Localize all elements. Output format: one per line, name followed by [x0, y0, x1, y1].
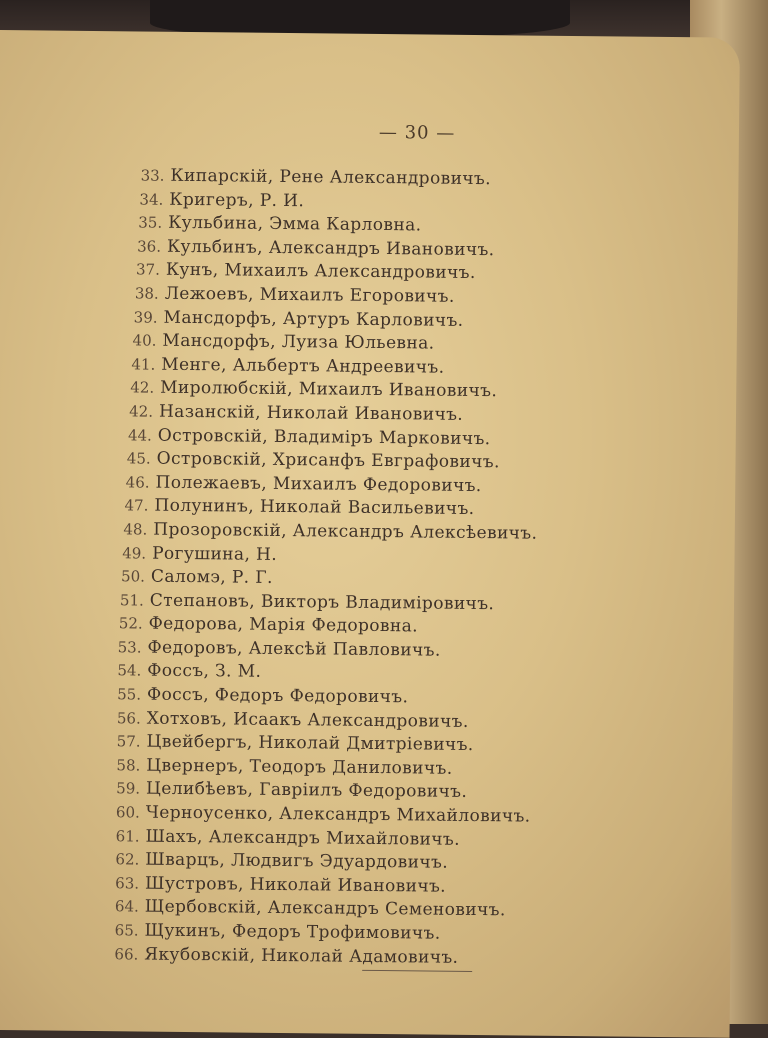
- entry-number: 48.: [123, 520, 148, 539]
- entry-number: 41.: [131, 355, 156, 374]
- entry-name: Саломэ, Р. Г.: [150, 566, 273, 588]
- entry-number: 35.: [138, 213, 163, 232]
- entry-number: 42.: [130, 378, 155, 397]
- entry-name: Полежаевъ, Михаилъ Федоровичъ.: [155, 472, 482, 496]
- entry-number: 46.: [125, 473, 150, 492]
- list-item: [86, 942, 686, 972]
- entry-number: 63.: [115, 874, 140, 893]
- closing-rule: [362, 970, 472, 972]
- entry-name: Степановъ, Викторъ Владиміровичъ.: [149, 590, 495, 614]
- entry-name: Щукинъ, Федоръ Трофимовичъ.: [144, 920, 441, 944]
- entry-name: Якубовскій, Николай Адамовичъ.: [144, 944, 459, 968]
- entry-name: Кульбинъ, Александръ Ивановичъ.: [166, 236, 495, 260]
- entry-number: 59.: [116, 779, 141, 798]
- entry-number: 38.: [134, 284, 159, 303]
- entry-name: Целибѣевъ, Гавріилъ Федоровичъ.: [145, 779, 468, 803]
- entry-number: 50.: [121, 567, 146, 586]
- entry-name: Щербовскій, Александръ Семеновичъ.: [144, 896, 506, 921]
- entry-number: 47.: [124, 496, 149, 515]
- book-page: [0, 30, 740, 1038]
- entry-number: 45.: [126, 449, 151, 468]
- entry-name: Фоссъ, З. М.: [147, 661, 262, 683]
- entry-name: Островскій, Владиміръ Марковичъ.: [157, 425, 491, 449]
- entry-name: Мансдорфъ, Луиза Юльевна.: [162, 330, 435, 354]
- entry-name: Прозоровскій, Александръ Алексѣевичъ.: [153, 519, 538, 544]
- entry-name: Черноусенко, Александръ Михайловичъ.: [145, 802, 531, 827]
- entry-number: 34.: [139, 190, 164, 209]
- name-list: [86, 163, 694, 971]
- entry-number: 52.: [118, 614, 143, 633]
- entry-number: 62.: [115, 850, 140, 869]
- entry-name: Шустровъ, Николай Ивановичъ.: [144, 873, 447, 897]
- entry-number: 42.: [129, 402, 154, 421]
- entry-number: 55.: [117, 685, 142, 704]
- entry-name: Островскій, Хрисанфъ Евграфовичъ.: [156, 448, 500, 473]
- entry-name: Кипарскій, Рене Александровичъ.: [170, 165, 492, 190]
- entry-name: Фоссъ, Федоръ Федоровичъ.: [146, 684, 409, 708]
- page-number: — 30 —: [378, 121, 456, 144]
- entry-name: Шварцъ, Людвигъ Эдуардовичъ.: [145, 849, 449, 873]
- entry-name: Цвернеръ, Теодоръ Даниловичъ.: [146, 755, 453, 779]
- entry-name: Федорова, Марія Федоровна.: [148, 613, 419, 637]
- entry-number: 54.: [117, 661, 142, 680]
- entry-name: Кунъ, Михаилъ Александровичъ.: [165, 260, 476, 284]
- entry-number: 57.: [116, 732, 141, 751]
- entry-number: 56.: [116, 708, 141, 728]
- entry-number: 36.: [137, 237, 162, 256]
- entry-name: Менге, Альбертъ Андреевичъ.: [161, 354, 445, 378]
- entry-number: 64.: [114, 897, 139, 916]
- entry-number: 60.: [115, 803, 140, 822]
- entry-number: 66.: [114, 944, 139, 964]
- entry-number: 65.: [114, 921, 139, 940]
- entry-number: 51.: [119, 590, 144, 610]
- entry-number: 61.: [115, 826, 140, 846]
- entry-name: Хотховъ, Исаакъ Александровичъ.: [146, 708, 469, 732]
- entry-name: Рогушина, Н.: [152, 543, 278, 565]
- entry-number: 44.: [127, 425, 152, 445]
- entry-name: Шахъ, Александръ Михайловичъ.: [145, 826, 461, 850]
- entry-number: 53.: [117, 638, 142, 657]
- entry-number: 58.: [116, 756, 141, 775]
- entry-number: 37.: [135, 260, 160, 280]
- entry-name: Назанскій, Николай Ивановичъ.: [158, 401, 464, 425]
- entry-name: Лежоевъ, Михаилъ Егоровичъ.: [164, 283, 455, 307]
- entry-number: 33.: [140, 166, 165, 185]
- entry-name: Полунинъ, Николай Васильевичъ.: [154, 495, 475, 520]
- entry-name: Кульбина, Эмма Карловна.: [168, 212, 422, 236]
- entry-number: 40.: [132, 331, 157, 350]
- entry-name: Кригеръ, Р. И.: [169, 189, 305, 211]
- entry-name: Цвейбергъ, Николай Дмитріевичъ.: [146, 731, 474, 756]
- entry-name: Миролюбскій, Михаилъ Ивановичъ.: [160, 378, 498, 402]
- entry-number: 39.: [133, 307, 158, 327]
- entry-number: 49.: [122, 543, 147, 563]
- entry-name: Федоровъ, Алексѣй Павловичъ.: [147, 637, 441, 661]
- entry-name: Мансдорфъ, Артуръ Карловичъ.: [163, 307, 464, 331]
